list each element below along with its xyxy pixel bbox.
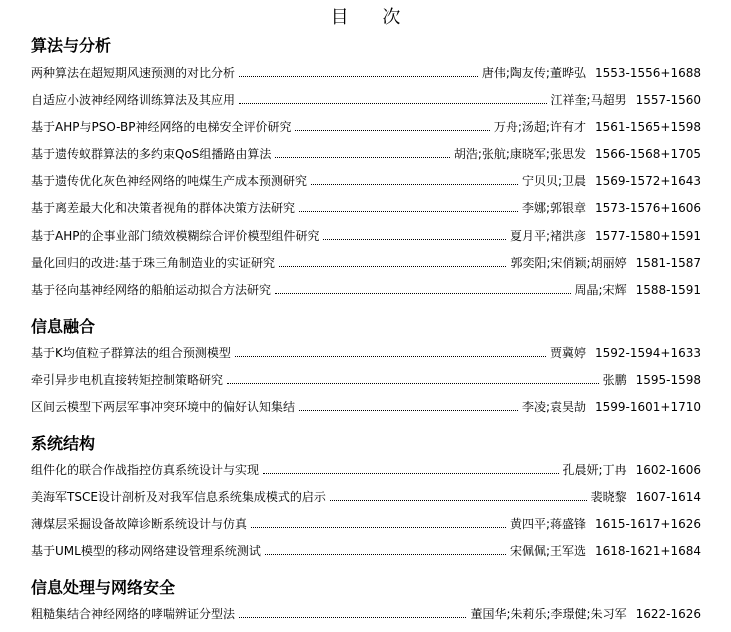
entry-title: 自适应小波神经网络训练算法及其应用 xyxy=(31,93,236,107)
entry-title: 基于AHP与PSO-BP神经网络的电梯安全评价研究 xyxy=(31,120,292,134)
entry-authors: 董国华;朱莉乐;李璟健;朱习军 xyxy=(470,607,627,621)
section-heading: 系统结构 xyxy=(31,434,96,453)
toc-entry[interactable] xyxy=(31,227,701,243)
entry-title: 基于离差最大化和决策者视角的群体决策方法研究 xyxy=(31,201,296,215)
toc-entry[interactable] xyxy=(31,344,701,360)
leader-dots xyxy=(239,617,466,618)
entry-title: 美海军TSCE设计剖析及对我军信息系统集成模式的启示 xyxy=(31,490,326,504)
toc-entry[interactable] xyxy=(31,461,701,477)
entry-pages: 1553-1556+1688 xyxy=(594,66,701,80)
entry-title: 基于K均值粒子群算法的组合预测模型 xyxy=(31,346,231,360)
entry-pages: 1561-1565+1598 xyxy=(594,120,701,134)
entry-title: 薄煤层采掘设备故障诊断系统设计与仿真 xyxy=(31,517,248,531)
toc-entry[interactable] xyxy=(31,254,701,270)
leader-dots xyxy=(275,293,571,294)
leader-dots xyxy=(239,103,547,104)
leader-dots xyxy=(330,500,587,501)
entry-authors: 江祥奎;马超男 xyxy=(550,93,627,107)
entry-title: 区间云模型下两层军事冲突环境中的偏好认知集结 xyxy=(31,400,296,414)
entry-authors: 张鹏 xyxy=(602,373,627,387)
entry-title: 量化回归的改进:基于珠三角制造业的实证研究 xyxy=(31,256,276,270)
entry-pages: 1599-1601+1710 xyxy=(594,400,701,414)
entry-authors: 宁贝贝;卫晨 xyxy=(521,174,586,188)
entry-title: 基于AHP的企事业部门绩效模糊综合评价模型组件研究 xyxy=(31,229,320,243)
section-heading: 算法与分析 xyxy=(31,36,112,55)
toc-entry[interactable] xyxy=(31,145,701,161)
toc-entry[interactable] xyxy=(31,118,701,134)
entry-authors: 胡浩;张航;康晓军;张思发 xyxy=(453,147,586,161)
toc-entry[interactable] xyxy=(31,199,701,215)
entry-authors: 万舟;汤超;许有才 xyxy=(493,120,586,134)
toc-entry[interactable] xyxy=(31,398,701,414)
entry-title: 基于UML模型的移动网络建设管理系统测试 xyxy=(31,544,261,558)
section-heading: 信息融合 xyxy=(31,317,96,336)
entry-pages: 1595-1598 xyxy=(635,373,701,387)
leader-dots xyxy=(251,527,506,528)
entry-authors: 周晶;宋辉 xyxy=(574,283,627,297)
entry-pages: 1615-1617+1626 xyxy=(594,517,701,531)
section-heading: 信息处理与网络安全 xyxy=(31,578,176,597)
entry-authors: 宋佩佩;王军选 xyxy=(509,544,586,558)
leader-dots xyxy=(323,239,505,240)
toc-entry[interactable] xyxy=(31,91,701,107)
entry-pages: 1592-1594+1633 xyxy=(594,346,701,360)
entry-pages: 1573-1576+1606 xyxy=(594,201,701,215)
toc-entry[interactable] xyxy=(31,488,701,504)
entry-title: 组件化的联合作战指控仿真系统设计与实现 xyxy=(31,463,260,477)
entry-pages: 1622-1626 xyxy=(635,607,701,621)
toc-entry[interactable] xyxy=(31,542,701,558)
toc-entry[interactable] xyxy=(31,281,701,297)
leader-dots xyxy=(295,130,489,131)
leader-dots xyxy=(227,383,599,384)
leader-dots xyxy=(299,410,518,411)
entry-pages: 1607-1614 xyxy=(635,490,701,504)
entry-pages: 1581-1587 xyxy=(635,256,701,270)
entry-title: 基于遗传蚁群算法的多约束QoS组播路由算法 xyxy=(31,147,272,161)
entry-authors: 李娜;郭银章 xyxy=(521,201,586,215)
entry-pages: 1557-1560 xyxy=(635,93,701,107)
toc-entry[interactable] xyxy=(31,371,701,387)
entry-authors: 孔晨妍;丁冉 xyxy=(562,463,627,477)
entry-pages: 1577-1580+1591 xyxy=(594,229,701,243)
entry-authors: 唐伟;陶友传;董晔弘 xyxy=(481,66,586,80)
leader-dots xyxy=(279,266,506,267)
leader-dots xyxy=(299,211,518,212)
entry-title: 两种算法在超短期风速预测的对比分析 xyxy=(31,66,236,80)
toc-entry[interactable] xyxy=(31,515,701,531)
leader-dots xyxy=(235,356,546,357)
entry-authors: 黄四平;蒋盛锋 xyxy=(509,517,586,531)
entry-title: 粗糙集结合神经网络的哮喘辨证分型法 xyxy=(31,607,236,621)
entry-authors: 裴晓黎 xyxy=(590,490,627,504)
entry-title: 牵引异步电机直接转矩控制策略研究 xyxy=(31,373,224,387)
page-title: 目 次 xyxy=(330,7,415,28)
entry-authors: 贾冀婷 xyxy=(549,346,586,360)
entry-authors: 郭奕阳;宋俏颖;胡丽婷 xyxy=(510,256,627,270)
entry-pages: 1602-1606 xyxy=(635,463,701,477)
entry-title: 基于遗传优化灰色神经网络的吨煤生产成本预测研究 xyxy=(31,174,308,188)
toc-entry[interactable] xyxy=(31,64,701,80)
entry-authors: 夏月平;褚洪彦 xyxy=(509,229,586,243)
entry-pages: 1588-1591 xyxy=(635,283,701,297)
leader-dots xyxy=(263,473,559,474)
leader-dots xyxy=(311,184,518,185)
leader-dots xyxy=(275,157,449,158)
toc-entry[interactable] xyxy=(31,172,701,188)
entry-authors: 李凌;袁昊劼 xyxy=(521,400,586,414)
toc-entry[interactable] xyxy=(31,605,701,621)
entry-pages: 1566-1568+1705 xyxy=(594,147,701,161)
entry-pages: 1618-1621+1684 xyxy=(594,544,701,558)
leader-dots xyxy=(265,554,506,555)
leader-dots xyxy=(239,76,478,77)
entry-pages: 1569-1572+1643 xyxy=(594,174,701,188)
entry-title: 基于径向基神经网络的船舶运动拟合方法研究 xyxy=(31,283,272,297)
